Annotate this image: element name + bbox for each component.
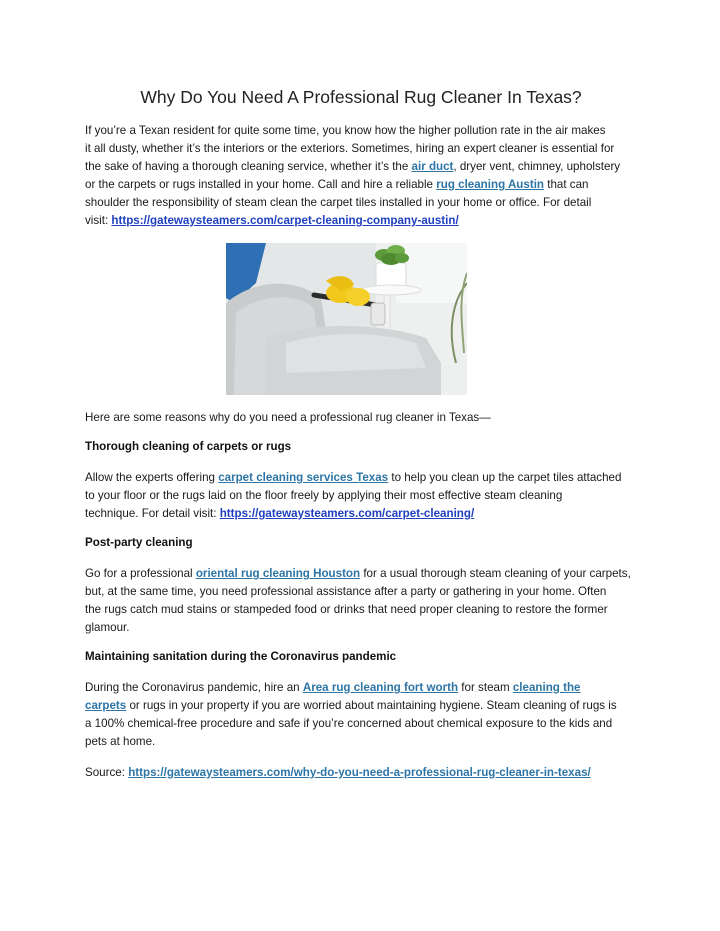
section-heading-thorough-cleaning: Thorough cleaning of carpets or rugs <box>85 440 292 453</box>
intro-line-2: it all dusty, whether it’s the interiors or the exteriors. Sometimes, hiring an expert cleaner is essential for <box>85 142 615 155</box>
air-duct-link[interactable]: air duct <box>411 160 454 173</box>
section3-line-1: During the Coronavirus pandemic, hire an Area rug cleaning fort worth for steam cleaning the <box>85 681 581 694</box>
page-title: Why Do You Need A Professional Rug Cleaner In Texas? <box>140 87 582 107</box>
oriental-rug-cleaning-houston-link[interactable]: oriental rug cleaning Houston <box>195 567 361 580</box>
section3-line-4: pets at home. <box>85 735 156 748</box>
section3-line-3: a 100% chemical-free procedure and safe if you’re concerned about chemical exposure to the kids and <box>85 717 613 730</box>
source-url[interactable]: https://gatewaysteamers.com/why-do-you-need-a-professional-rug-cleaner-in-texas/ <box>128 766 591 779</box>
section2-line-1: Go for a professional oriental rug cleaning Houston for a usual thorough steam cleaning of your carpets, <box>85 567 631 580</box>
intro-line-6: visit: https://gatewaysteamers.com/carpet-cleaning-company-austin/ <box>85 214 459 227</box>
carpet-cleaning-url[interactable]: https://gatewaysteamers.com/carpet-cleaning/ <box>219 507 475 520</box>
intro-line-1: If you’re a Texan resident for quite some time, you know how the higher pollution rate in the air makes <box>85 124 606 137</box>
section3-paragraph <box>85 679 637 751</box>
intro-line-5: shoulder the responsibility of steam clean the carpet tiles installed in your home or office. For detail <box>85 196 592 209</box>
section-heading-post-party: Post-party cleaning <box>85 536 193 549</box>
section1-line-1: Allow the experts offering carpet cleaning services Texas to help you clean up the carpet tiles attached <box>85 471 622 484</box>
carpet-cleaning-company-austin-url[interactable]: https://gatewaysteamers.com/carpet-cleaning-company-austin/ <box>111 214 459 227</box>
sofa-cleaning-photo <box>226 243 467 395</box>
section1-line-3: technique. For detail visit: https://gatewaysteamers.com/carpet-cleaning/ <box>85 507 475 520</box>
cleaning-the-carpets-link[interactable]: cleaning the <box>512 681 581 694</box>
section2-paragraph <box>85 565 637 637</box>
section1-line-2: to your floor or the rugs laid on the floor freely by applying their most effective steam cleaning <box>85 489 563 502</box>
cleaning-the-carpets-link-cont[interactable]: carpets <box>85 699 127 712</box>
reasons-intro: Here are some reasons why do you need a professional rug cleaner in Texas— <box>85 411 491 424</box>
intro-line-4: or the carpets or rugs installed in your home. Call and hire a reliable rug cleaning Austin that can <box>85 178 589 191</box>
source-line: Source: https://gatewaysteamers.com/why-do-you-need-a-professional-rug-cleaner-in-texas/ <box>85 766 591 779</box>
section-heading-sanitation: Maintaining sanitation during the Coronavirus pandemic <box>85 650 397 663</box>
section3-line-2: carpets or rugs in your property if you are worried about maintaining hygiene. Steam cleaning of rugs is <box>85 699 617 712</box>
section2-line-3: the rugs catch mud stains or stampeded food or drinks that need proper cleaning to restore the former <box>85 603 608 616</box>
sofa-cleaning-illustration <box>226 243 467 395</box>
section2-line-2: but, at the same time, you need professional assistance after a party or gathering in your home. Often <box>85 585 607 598</box>
area-rug-cleaning-fort-worth-link[interactable]: Area rug cleaning fort worth <box>302 681 459 694</box>
intro-paragraph <box>85 122 637 230</box>
section2-line-4: glamour. <box>85 621 130 634</box>
carpet-cleaning-services-texas-link[interactable]: carpet cleaning services Texas <box>218 471 389 484</box>
section1-paragraph <box>85 469 637 523</box>
intro-line-3: the sake of having a thorough cleaning service, whether it’s the air duct, dryer vent, chimney, upholstery <box>85 160 621 173</box>
rug-cleaning-austin-link[interactable]: rug cleaning Austin <box>436 178 545 191</box>
